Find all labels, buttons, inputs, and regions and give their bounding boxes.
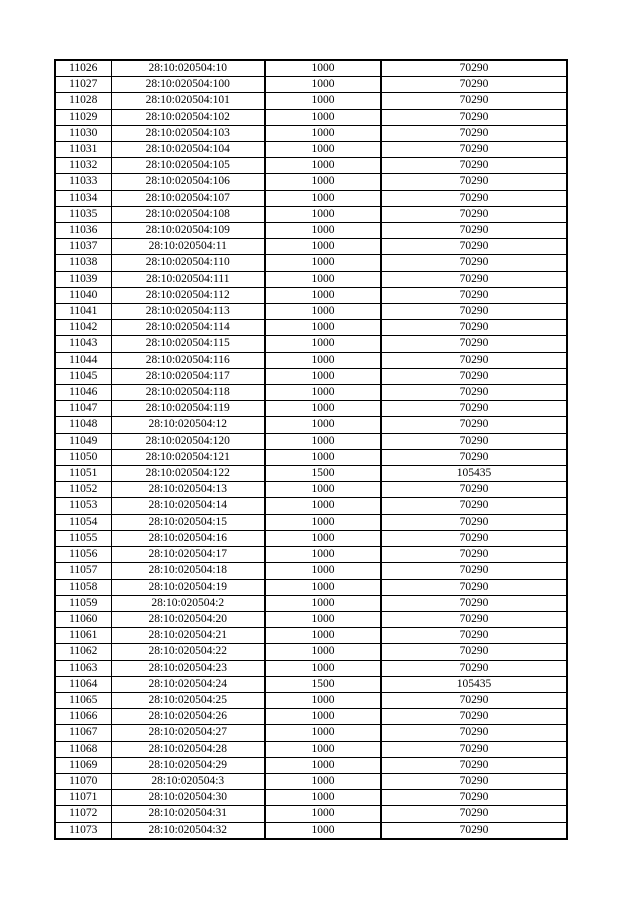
table-row [55,757,567,773]
cadastral-number-cell: 28:10:020504:120 [111,433,265,449]
area-cell: 1000 [265,304,381,320]
table-row [55,190,567,206]
cadastral-number-cell: 28:10:020504:16 [111,530,265,546]
value-cell: 70290 [381,822,567,839]
cadastral-number-cell: 28:10:020504:100 [111,77,265,93]
area-cell: 1000 [265,77,381,93]
cadastral-number-cell: 28:10:020504:22 [111,644,265,660]
value-cell: 70290 [381,239,567,255]
area-cell: 1000 [265,60,381,77]
table-row [55,579,567,595]
cadastral-number-cell: 28:10:020504:112 [111,287,265,303]
area-cell: 1000 [265,271,381,287]
cadastral-number-cell: 28:10:020504:119 [111,401,265,417]
area-cell: 1000 [265,255,381,271]
cadastral-number-cell: 28:10:020504:19 [111,579,265,595]
value-cell: 70290 [381,77,567,93]
value-cell: 70290 [381,320,567,336]
cadastral-number-cell: 28:10:020504:18 [111,563,265,579]
table-row [55,790,567,806]
table-row [55,741,567,757]
row-number-cell: 11031 [55,142,111,158]
area-cell: 1000 [265,125,381,141]
row-number-cell: 11069 [55,757,111,773]
table-row [55,709,567,725]
area-cell: 1000 [265,352,381,368]
table-row [55,109,567,125]
area-cell: 1500 [265,676,381,692]
row-number-cell: 11033 [55,174,111,190]
row-number-cell: 11060 [55,611,111,627]
cadastral-number-cell: 28:10:020504:2 [111,595,265,611]
table-row [55,60,567,77]
table-row [55,77,567,93]
value-cell: 70290 [381,644,567,660]
cadastral-number-cell: 28:10:020504:3 [111,773,265,789]
area-cell: 1000 [265,93,381,109]
table-row [55,174,567,190]
value-cell: 70290 [381,158,567,174]
area-cell: 1000 [265,287,381,303]
row-number-cell: 11037 [55,239,111,255]
row-number-cell: 11048 [55,417,111,433]
table-row [55,417,567,433]
value-cell: 70290 [381,790,567,806]
table-row [55,158,567,174]
value-cell: 70290 [381,223,567,239]
table-row [55,93,567,109]
table-row [55,336,567,352]
row-number-cell: 11036 [55,223,111,239]
table-row [55,482,567,498]
cadastral-number-cell: 28:10:020504:20 [111,611,265,627]
area-cell: 1000 [265,368,381,384]
area-cell: 1000 [265,530,381,546]
table-row [55,385,567,401]
area-cell: 1000 [265,223,381,239]
row-number-cell: 11030 [55,125,111,141]
row-number-cell: 11057 [55,563,111,579]
area-cell: 1000 [265,611,381,627]
row-number-cell: 11056 [55,547,111,563]
value-cell: 70290 [381,304,567,320]
table-row [55,304,567,320]
value-cell: 70290 [381,530,567,546]
cadastral-number-cell: 28:10:020504:106 [111,174,265,190]
cadastral-number-cell: 28:10:020504:15 [111,514,265,530]
row-number-cell: 11044 [55,352,111,368]
value-cell: 70290 [381,174,567,190]
area-cell: 1000 [265,644,381,660]
area-cell: 1000 [265,417,381,433]
area-cell: 1000 [265,190,381,206]
value-cell: 70290 [381,757,567,773]
row-number-cell: 11055 [55,530,111,546]
cadastral-number-cell: 28:10:020504:114 [111,320,265,336]
cadastral-number-cell: 28:10:020504:25 [111,692,265,708]
row-number-cell: 11072 [55,806,111,822]
cadastral-number-cell: 28:10:020504:107 [111,190,265,206]
row-number-cell: 11028 [55,93,111,109]
row-number-cell: 11073 [55,822,111,839]
cadastral-number-cell: 28:10:020504:27 [111,725,265,741]
area-cell: 1000 [265,790,381,806]
value-cell: 70290 [381,692,567,708]
table-row [55,433,567,449]
value-cell: 70290 [381,190,567,206]
cadastral-number-cell: 28:10:020504:17 [111,547,265,563]
value-cell: 70290 [381,401,567,417]
row-number-cell: 11045 [55,368,111,384]
cadastral-number-cell: 28:10:020504:21 [111,628,265,644]
table-row [55,142,567,158]
area-cell: 1000 [265,579,381,595]
value-cell: 70290 [381,352,567,368]
row-number-cell: 11067 [55,725,111,741]
row-number-cell: 11051 [55,466,111,482]
row-number-cell: 11035 [55,206,111,222]
cadastral-number-cell: 28:10:020504:110 [111,255,265,271]
table-row [55,271,567,287]
value-cell: 70290 [381,773,567,789]
area-cell: 1000 [265,239,381,255]
table-row [55,611,567,627]
cadastral-number-cell: 28:10:020504:105 [111,158,265,174]
row-number-cell: 11032 [55,158,111,174]
row-number-cell: 11050 [55,449,111,465]
cadastral-number-cell: 28:10:020504:108 [111,206,265,222]
cadastral-number-cell: 28:10:020504:23 [111,660,265,676]
area-cell: 1000 [265,449,381,465]
cadastral-number-cell: 28:10:020504:122 [111,466,265,482]
table-row [55,320,567,336]
table-row [55,352,567,368]
value-cell: 70290 [381,547,567,563]
table-row [55,530,567,546]
cadastral-number-cell: 28:10:020504:113 [111,304,265,320]
document-page [54,59,568,840]
cadastral-number-cell: 28:10:020504:10 [111,60,265,77]
cadastral-number-cell: 28:10:020504:102 [111,109,265,125]
area-cell: 1000 [265,174,381,190]
cadastral-number-cell: 28:10:020504:31 [111,806,265,822]
value-cell: 70290 [381,709,567,725]
row-number-cell: 11066 [55,709,111,725]
cadastral-number-cell: 28:10:020504:117 [111,368,265,384]
row-number-cell: 11053 [55,498,111,514]
area-cell: 1000 [265,547,381,563]
area-cell: 1000 [265,385,381,401]
value-cell: 105435 [381,676,567,692]
table-row [55,628,567,644]
table-row [55,449,567,465]
value-cell: 70290 [381,142,567,158]
area-cell: 1000 [265,757,381,773]
table-row [55,676,567,692]
value-cell: 70290 [381,109,567,125]
table-row [55,368,567,384]
row-number-cell: 11071 [55,790,111,806]
value-cell: 70290 [381,611,567,627]
row-number-cell: 11062 [55,644,111,660]
area-cell: 1000 [265,109,381,125]
area-cell: 1000 [265,741,381,757]
value-cell: 70290 [381,60,567,77]
cadastral-number-cell: 28:10:020504:14 [111,498,265,514]
value-cell: 70290 [381,93,567,109]
value-cell: 70290 [381,595,567,611]
cadastral-number-cell: 28:10:020504:26 [111,709,265,725]
row-number-cell: 11029 [55,109,111,125]
row-number-cell: 11049 [55,433,111,449]
cadastral-number-cell: 28:10:020504:111 [111,271,265,287]
cadastral-value-table [54,59,568,840]
table-row [55,725,567,741]
row-number-cell: 11054 [55,514,111,530]
row-number-cell: 11047 [55,401,111,417]
value-cell: 70290 [381,628,567,644]
row-number-cell: 11061 [55,628,111,644]
table-row [55,514,567,530]
table-row [55,206,567,222]
area-cell: 1000 [265,692,381,708]
area-cell: 1000 [265,822,381,839]
value-cell: 70290 [381,498,567,514]
row-number-cell: 11043 [55,336,111,352]
area-cell: 1000 [265,320,381,336]
table-body [55,60,567,839]
value-cell: 70290 [381,725,567,741]
area-cell: 1000 [265,142,381,158]
area-cell: 1000 [265,514,381,530]
value-cell: 70290 [381,741,567,757]
table-row [55,822,567,839]
value-cell: 70290 [381,579,567,595]
value-cell: 70290 [381,433,567,449]
cadastral-number-cell: 28:10:020504:109 [111,223,265,239]
table-row [55,563,567,579]
table-row [55,644,567,660]
table-row [55,692,567,708]
cadastral-number-cell: 28:10:020504:11 [111,239,265,255]
value-cell: 70290 [381,336,567,352]
cadastral-number-cell: 28:10:020504:30 [111,790,265,806]
area-cell: 1000 [265,401,381,417]
area-cell: 1000 [265,336,381,352]
row-number-cell: 11064 [55,676,111,692]
value-cell: 70290 [381,206,567,222]
row-number-cell: 11040 [55,287,111,303]
value-cell: 70290 [381,514,567,530]
row-number-cell: 11065 [55,692,111,708]
row-number-cell: 11059 [55,595,111,611]
cadastral-number-cell: 28:10:020504:121 [111,449,265,465]
area-cell: 1000 [265,498,381,514]
value-cell: 70290 [381,287,567,303]
value-cell: 70290 [381,385,567,401]
cadastral-number-cell: 28:10:020504:116 [111,352,265,368]
cadastral-number-cell: 28:10:020504:115 [111,336,265,352]
area-cell: 1000 [265,725,381,741]
value-cell: 70290 [381,482,567,498]
row-number-cell: 11026 [55,60,111,77]
row-number-cell: 11041 [55,304,111,320]
value-cell: 70290 [381,660,567,676]
row-number-cell: 11046 [55,385,111,401]
cadastral-number-cell: 28:10:020504:104 [111,142,265,158]
value-cell: 70290 [381,271,567,287]
table-row [55,125,567,141]
value-cell: 105435 [381,466,567,482]
area-cell: 1000 [265,709,381,725]
area-cell: 1000 [265,773,381,789]
area-cell: 1000 [265,806,381,822]
row-number-cell: 11034 [55,190,111,206]
cadastral-number-cell: 28:10:020504:28 [111,741,265,757]
area-cell: 1000 [265,206,381,222]
cadastral-number-cell: 28:10:020504:12 [111,417,265,433]
area-cell: 1000 [265,628,381,644]
table-row [55,255,567,271]
table-row [55,660,567,676]
table-row [55,547,567,563]
value-cell: 70290 [381,125,567,141]
table-row [55,466,567,482]
cadastral-number-cell: 28:10:020504:24 [111,676,265,692]
row-number-cell: 11039 [55,271,111,287]
value-cell: 70290 [381,449,567,465]
area-cell: 1000 [265,595,381,611]
area-cell: 1000 [265,563,381,579]
cadastral-number-cell: 28:10:020504:13 [111,482,265,498]
area-cell: 1000 [265,482,381,498]
table-row [55,287,567,303]
value-cell: 70290 [381,368,567,384]
value-cell: 70290 [381,417,567,433]
value-cell: 70290 [381,255,567,271]
table-row [55,223,567,239]
row-number-cell: 11042 [55,320,111,336]
table-row [55,806,567,822]
table-row [55,773,567,789]
row-number-cell: 11070 [55,773,111,789]
row-number-cell: 11052 [55,482,111,498]
table-row [55,595,567,611]
table-row [55,401,567,417]
cadastral-number-cell: 28:10:020504:118 [111,385,265,401]
area-cell: 1000 [265,158,381,174]
row-number-cell: 11038 [55,255,111,271]
cadastral-number-cell: 28:10:020504:32 [111,822,265,839]
table-row [55,239,567,255]
cadastral-number-cell: 28:10:020504:103 [111,125,265,141]
cadastral-number-cell: 28:10:020504:101 [111,93,265,109]
value-cell: 70290 [381,563,567,579]
value-cell: 70290 [381,806,567,822]
row-number-cell: 11027 [55,77,111,93]
cadastral-number-cell: 28:10:020504:29 [111,757,265,773]
row-number-cell: 11058 [55,579,111,595]
area-cell: 1000 [265,660,381,676]
row-number-cell: 11068 [55,741,111,757]
row-number-cell: 11063 [55,660,111,676]
area-cell: 1000 [265,433,381,449]
table-row [55,498,567,514]
area-cell: 1500 [265,466,381,482]
